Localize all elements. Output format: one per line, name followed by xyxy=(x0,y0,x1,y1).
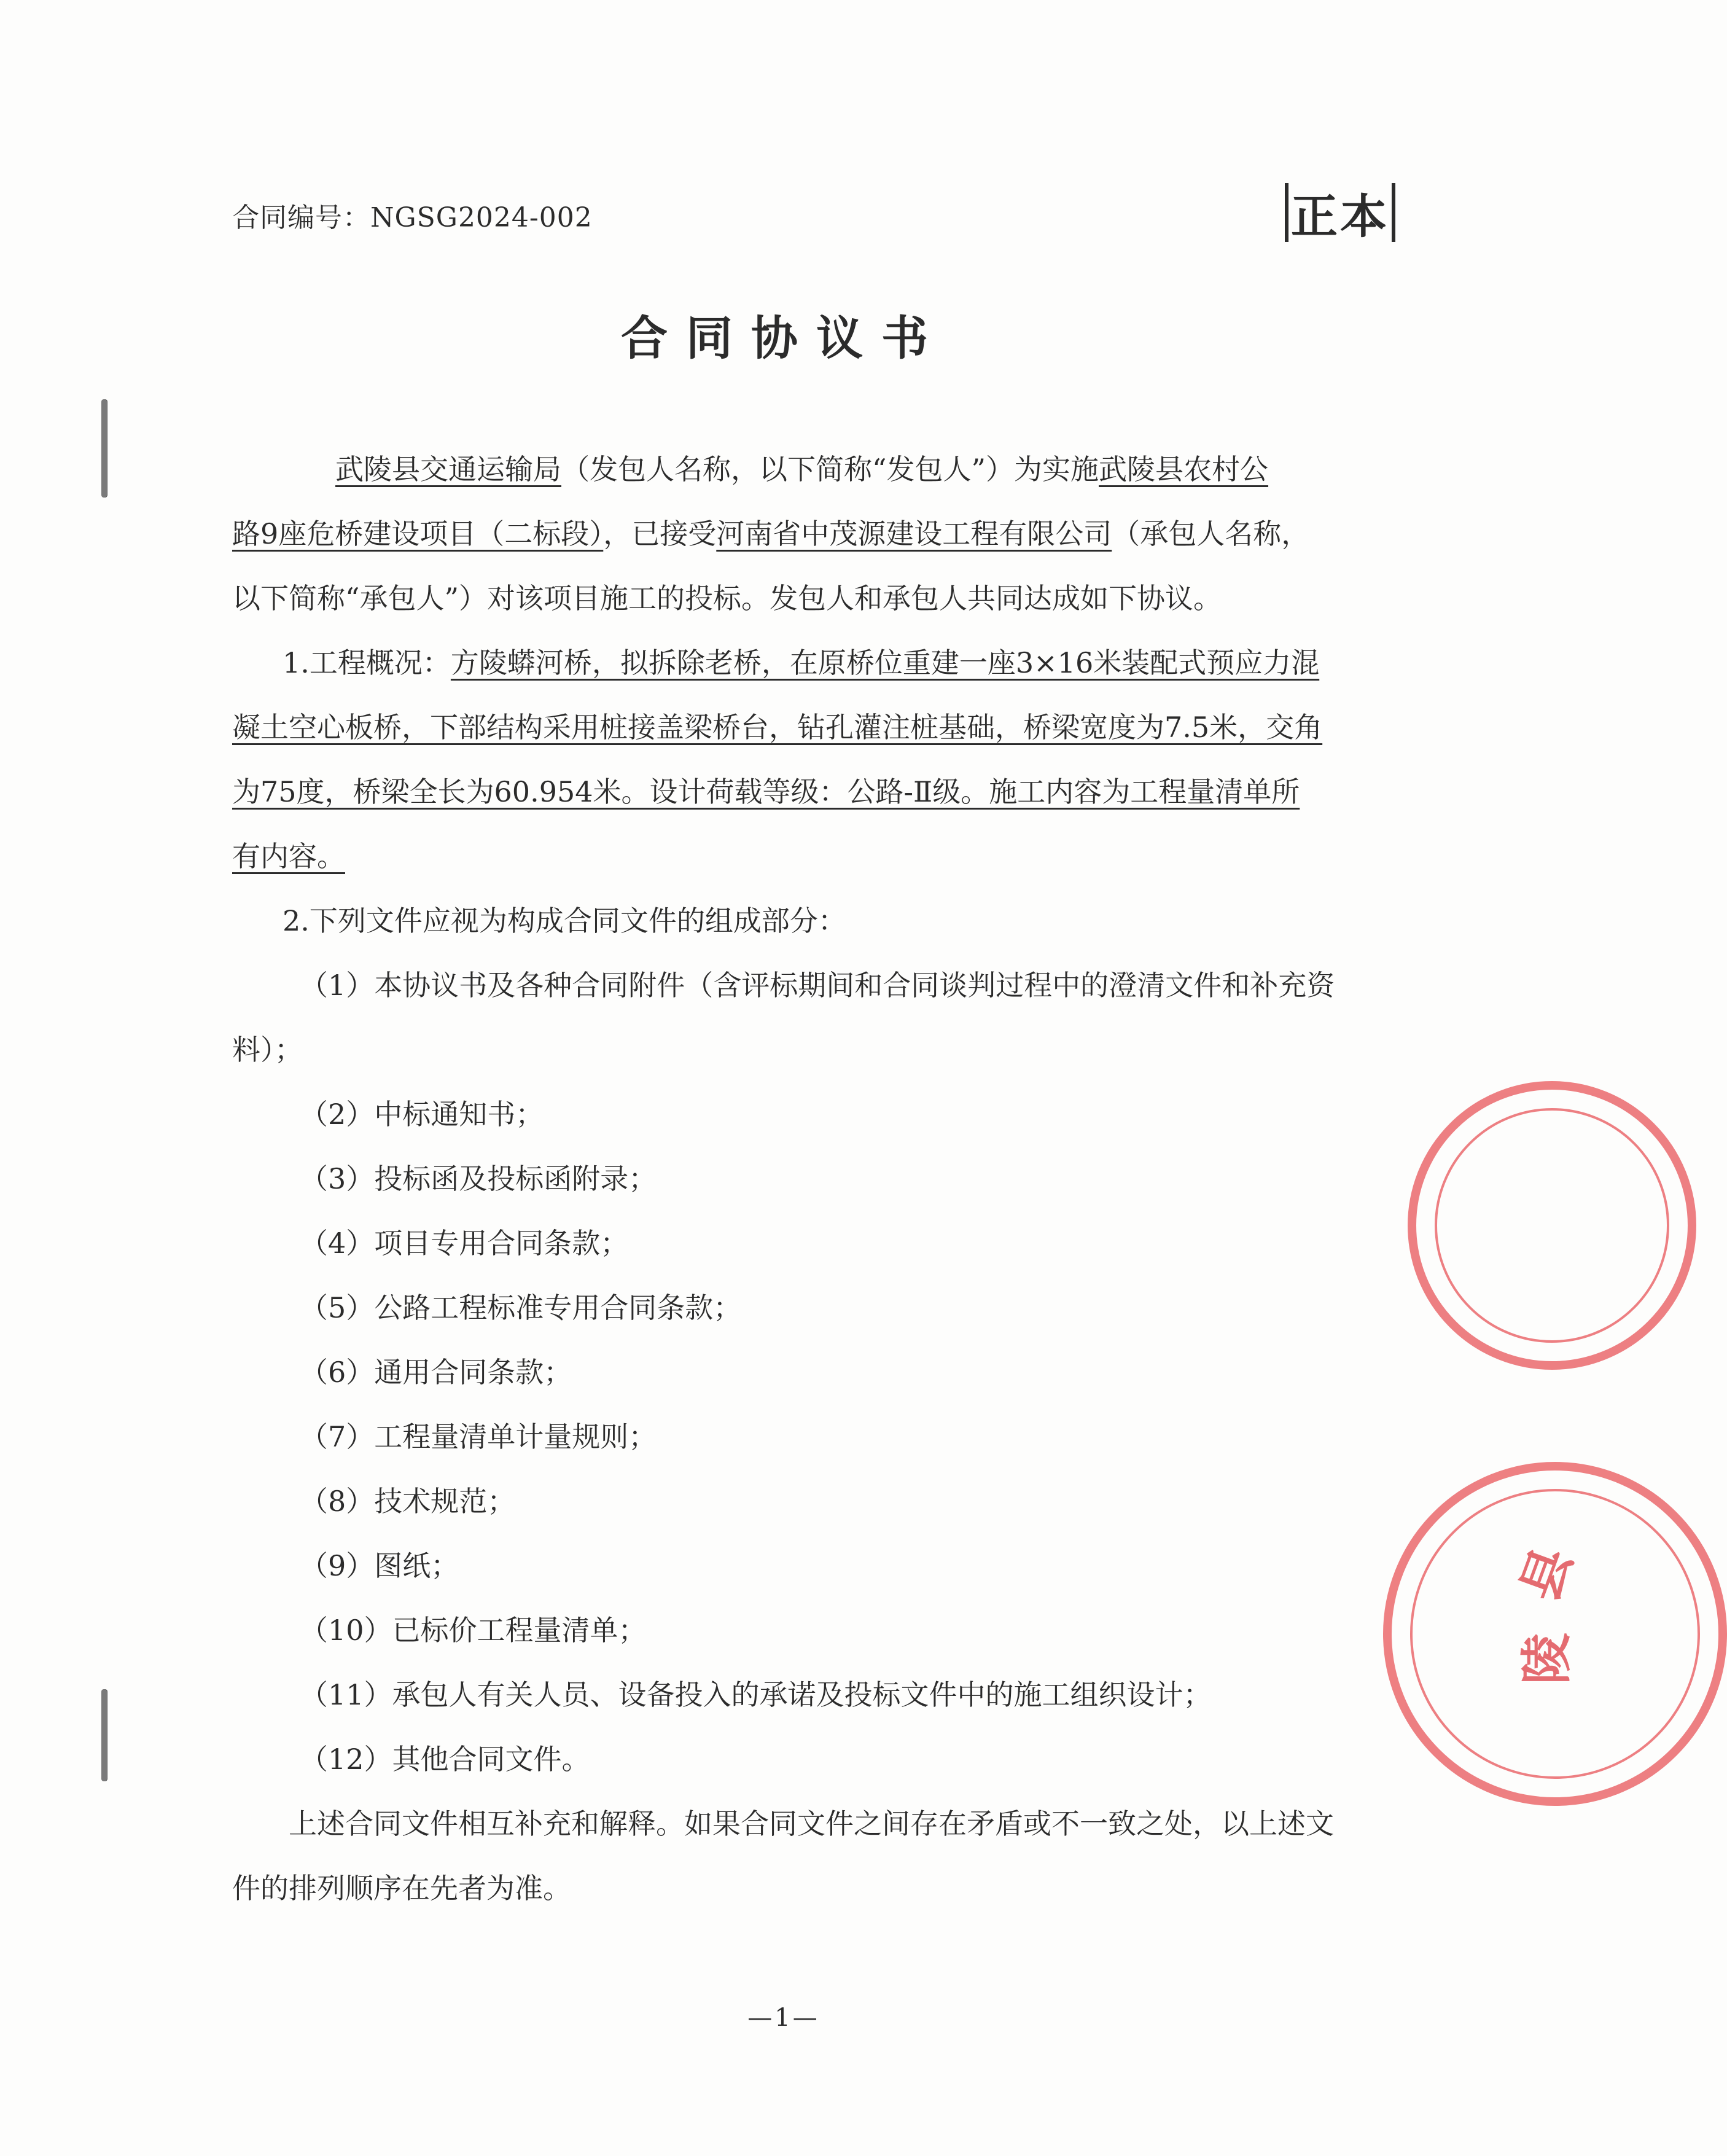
doc-item-9: （9）图纸； xyxy=(300,1549,459,1582)
item1-line-4: 有内容。 xyxy=(232,840,345,873)
doc-item-1: （1）本协议书及各种合同附件（含评标期间和合同谈判过程中的澄清文件和补充资 xyxy=(300,969,1335,1002)
intro-line-3: 以下简称“承包人”）对该项目施工的投标。发包人和承包人共同达成如下协议。 xyxy=(232,582,1222,615)
contract-number: 合同编号：NGSG2024-002 xyxy=(232,202,593,233)
item1-line-2: 凝土空心板桥，下部结构采用桩接盖梁桥台，钻孔灌注桩基础，桥梁宽度为7.5米，交角 xyxy=(232,711,1323,744)
contractor-note: （承包人名称， xyxy=(1112,517,1310,550)
seal-glyph-1: 县 xyxy=(1509,1539,1584,1609)
accepted-text: ，已接受 xyxy=(603,517,717,550)
page-number: —1— xyxy=(747,2004,820,2032)
doc-item-7: （7）工程量清单计量规则； xyxy=(300,1420,657,1453)
doc-item-8: （8）技术规范； xyxy=(300,1485,516,1518)
project-name-part1: 武陵县农村公 xyxy=(1099,453,1269,486)
item1-text-1: 方陵蟒河桥，拟拆除老桥，在原桥位重建一座3×16米装配式预应力混 xyxy=(450,646,1320,679)
contractor-name: 河南省中茂源建设工程有限公司 xyxy=(716,517,1112,550)
doc-item-3: （3）投标函及投标函附录； xyxy=(300,1162,657,1195)
employer-note: （发包人名称，以下简称“发包人”）为实施 xyxy=(561,453,1099,486)
official-seal-upper xyxy=(1408,1081,1696,1370)
document-title: 合同协议书 xyxy=(621,311,946,365)
doc-item-5: （5）公路工程标准专用合同条款； xyxy=(300,1291,742,1324)
item2-heading: 2.下列文件应视为构成合同文件的组成部分： xyxy=(283,904,846,937)
doc-item-10: （10）已标价工程量清单； xyxy=(300,1614,647,1647)
staple-mark-top xyxy=(101,399,107,498)
seal-glyph-2: 陵 xyxy=(1516,1633,1577,1685)
closing-line-2: 件的排列顺序在先者为准。 xyxy=(232,1872,571,1905)
doc-item-4: （4）项目专用合同条款； xyxy=(300,1227,629,1260)
item1-label: 1.工程概况： xyxy=(283,646,451,679)
staple-mark-bottom xyxy=(101,1689,107,1781)
project-name-part2: 路9座危桥建设项目（二标段） xyxy=(232,517,604,550)
doc-item-12: （12）其他合同文件。 xyxy=(300,1743,590,1776)
intro-line-1 xyxy=(335,447,1268,488)
closing-line-1: 上述合同文件相互补充和解释。如果合同文件之间存在矛盾或不一致之处，以上述文 xyxy=(289,1807,1334,1840)
intro-line-2 xyxy=(232,512,1309,552)
original-copy-stamp-text: 正本 xyxy=(1288,179,1392,246)
item1-line-1 xyxy=(283,641,1319,681)
doc-item-1-cont: 料）； xyxy=(232,1033,303,1066)
employer-name: 武陵县交通运输局 xyxy=(335,453,561,486)
original-copy-stamp xyxy=(1285,183,1395,242)
item1-line-3: 为75度，桥梁全长为60.954米。设计荷载等级：公路-Ⅱ级。施工内容为工程量清单所 xyxy=(232,775,1300,808)
official-seal-upper-ring xyxy=(1435,1108,1669,1343)
doc-item-11: （11）承包人有关人员、设备投入的承诺及投标文件中的施工组织设计； xyxy=(300,1678,1212,1711)
doc-item-6: （6）通用合同条款； xyxy=(300,1356,572,1389)
doc-item-2: （2）中标通知书； xyxy=(300,1098,544,1131)
